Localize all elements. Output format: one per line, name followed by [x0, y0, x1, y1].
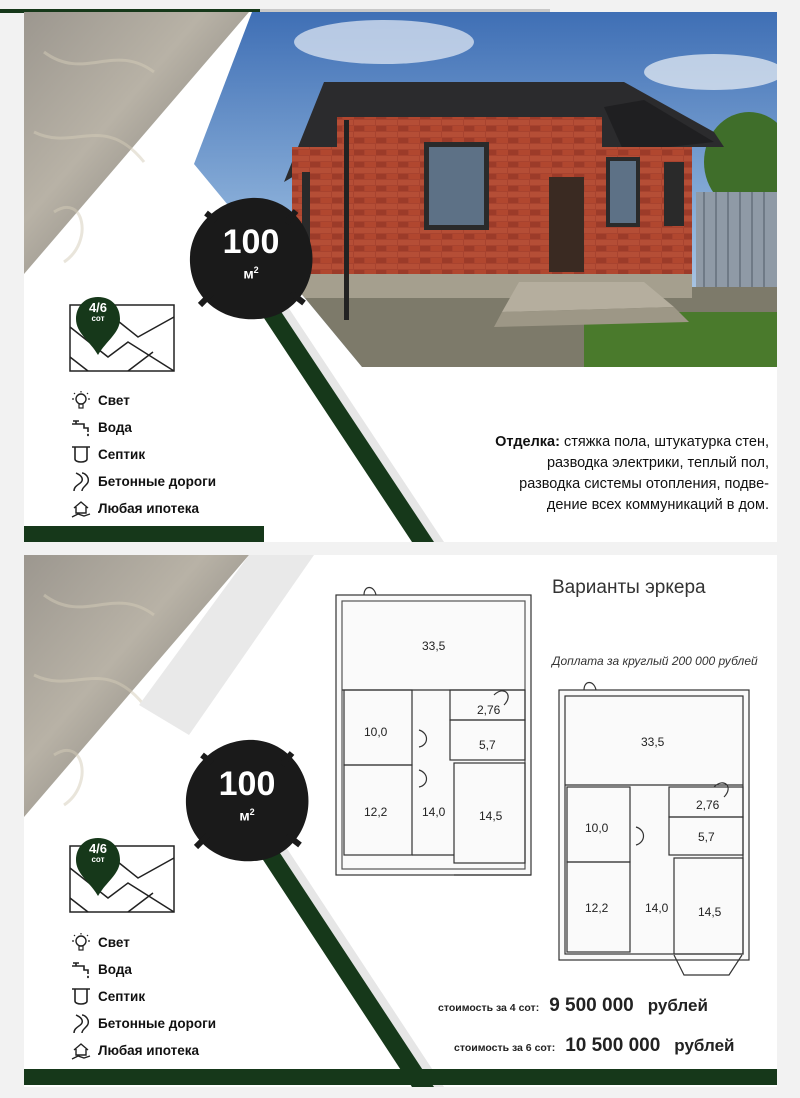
bottom-green-bar: [24, 1069, 777, 1085]
area-value: 100: [222, 223, 280, 261]
area-unit: $м^2$: [243, 265, 259, 282]
feature-mortgage: Любая ипотека: [70, 1037, 216, 1064]
plot-size-text: 4/6 сот: [88, 841, 108, 864]
feature-roads: Бетонные дороги: [70, 468, 216, 495]
plan2-room-bedroom1: 10,0: [585, 821, 609, 835]
feature-light: Свет: [70, 929, 216, 956]
road-icon: [70, 472, 92, 492]
house-card: [24, 12, 777, 542]
features-list: [70, 929, 216, 1064]
feature-water: Вода: [70, 414, 216, 441]
septic-icon: [70, 987, 92, 1007]
lightbulb-icon: [70, 391, 92, 411]
bottom-green-bar: [24, 526, 264, 542]
plan1-room-bedroom3: 14,5: [479, 809, 503, 823]
plan1-room-hall: 14,0: [422, 805, 446, 819]
plan2-room-bath: 2,76: [696, 798, 720, 812]
plan2-room-hall: 14,0: [645, 901, 669, 915]
top-strip: [0, 0, 800, 4]
septic-icon: [70, 445, 92, 465]
finishing-title: Отделка:: [495, 434, 560, 450]
plan1-room-bath: 2,76: [477, 703, 501, 717]
floorplan-card: [24, 555, 777, 1087]
plan2-room-living: 33,5: [641, 735, 665, 749]
house-hand-icon: [70, 499, 92, 519]
feature-mortgage: Любая ипотека: [70, 495, 216, 522]
features-list: [70, 387, 216, 522]
plan2-room-toilet: 5,7: [698, 830, 715, 844]
water-tap-icon: [70, 418, 92, 438]
house-hand-icon: [70, 1041, 92, 1061]
feature-light: Свет: [70, 387, 216, 414]
plot-size-badge: [68, 838, 178, 918]
plan1-room-toilet: 5,7: [479, 738, 496, 752]
water-tap-icon: [70, 960, 92, 980]
plan1-room-bedroom2: 12,2: [364, 805, 388, 819]
area-value: 100: [218, 765, 276, 803]
plan1-room-living: 33,5: [422, 639, 446, 653]
floorplan-title: Варианты эркера: [552, 577, 706, 598]
plan2-room-bedroom3: 14,5: [698, 905, 722, 919]
lightbulb-icon: [70, 933, 92, 953]
feature-water: Вода: [70, 956, 216, 983]
floorplan-note: Доплата за круглый 200 000 рублей: [552, 654, 758, 668]
plot-size-badge: [68, 297, 178, 377]
area-badge: [186, 193, 316, 323]
road-icon: [70, 1014, 92, 1034]
finishing-description: Отделка: стяжка пола, штукатурка стен, разводка электрики, теплый пол, разводка системы отопления, подве- дение всех коммуникаций в дом.: [495, 434, 769, 513]
plan2-room-bedroom2: 12,2: [585, 901, 609, 915]
area-unit: $м^2$: [239, 807, 255, 824]
feature-roads: Бетонные дороги: [70, 1010, 216, 1037]
area-badge: [182, 735, 312, 865]
feature-septic: Септик: [70, 983, 216, 1010]
price-4-sot: стоимость за 4 сот: 9 500 000 рублей: [438, 995, 708, 1016]
price-6-sot: стоимость за 6 сот: 10 500 000 рублей: [454, 1035, 735, 1056]
plan1-room-bedroom1: 10,0: [364, 725, 388, 739]
plot-size-text: 4/6 сот: [88, 300, 108, 323]
feature-septic: Септик: [70, 441, 216, 468]
